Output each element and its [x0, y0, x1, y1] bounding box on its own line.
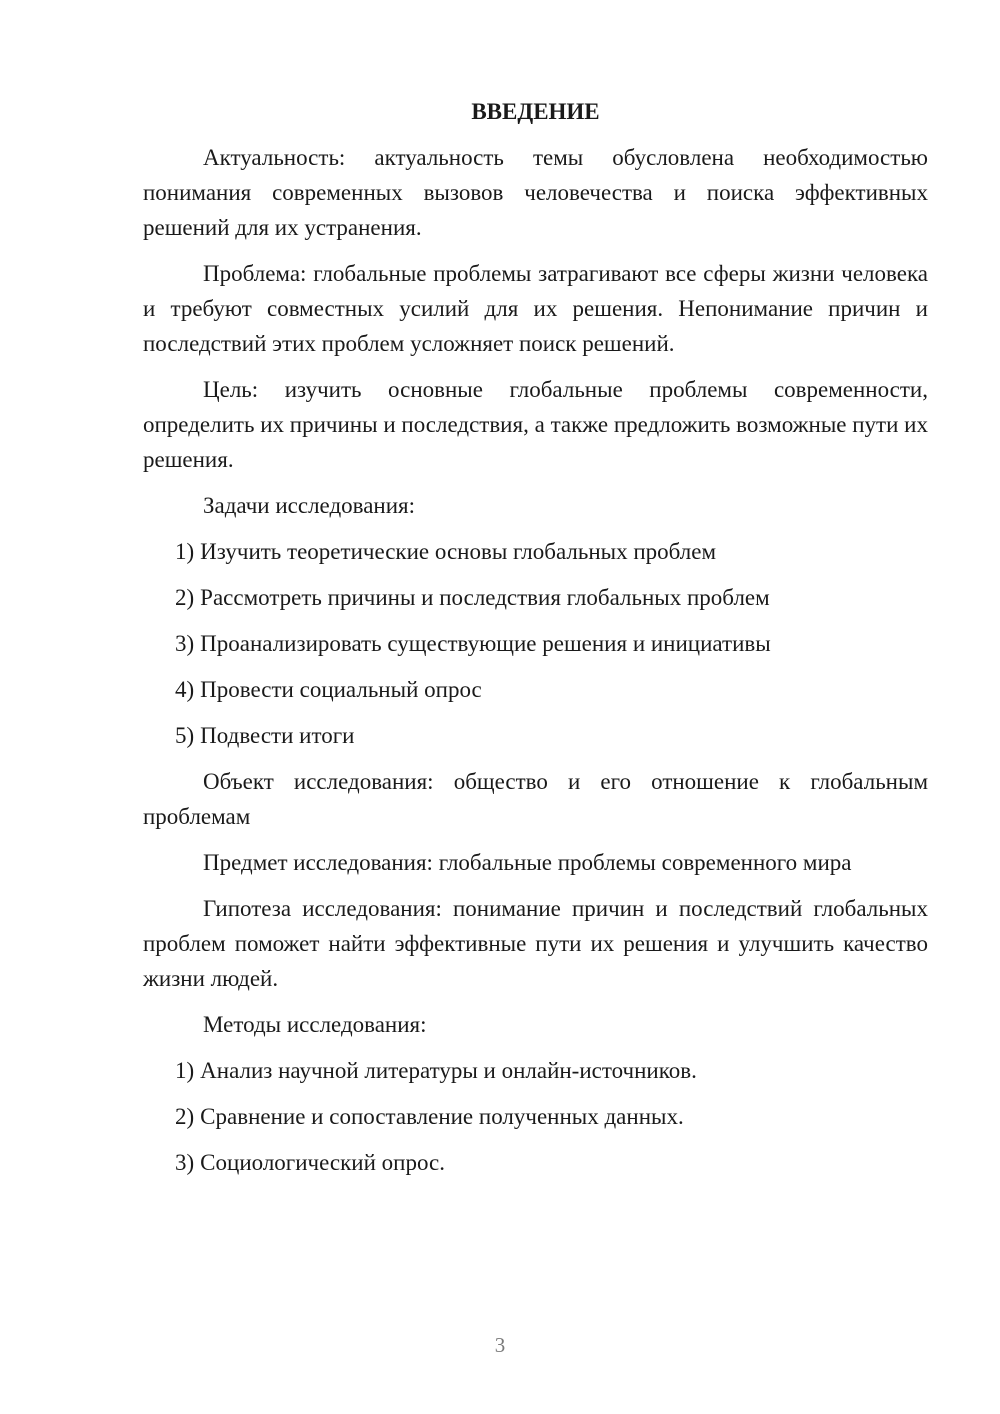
list-item-number: 2): [175, 585, 195, 610]
list-item: [143, 1099, 928, 1134]
methods-heading: Методы исследования:: [203, 1012, 427, 1037]
list-item-text: Социологический опрос.: [200, 1150, 445, 1175]
list-item: [143, 672, 928, 707]
list-item-text: Сравнение и сопоставление полученных данных.: [200, 1104, 684, 1129]
list-item: [143, 626, 928, 661]
section-title: ВВЕДЕНИЕ: [471, 99, 600, 124]
list-item-number: 5): [175, 723, 195, 748]
list-item-number: 1): [175, 539, 195, 564]
problem-paragraph: Проблема: глобальные проблемы затрагивают все сферы жизни человека и требуют совместных усилий для их решения. Непонимание причин и последствий этих проблем усложняет поиск решений.: [143, 261, 928, 356]
list-item-number: 2): [175, 1104, 195, 1129]
list-item-text: Проанализировать существующие решения и инициативы: [200, 631, 771, 656]
list-item: [143, 1053, 928, 1088]
subject-paragraph: Предмет исследования: глобальные проблемы современного мира: [203, 850, 852, 875]
object-paragraph: Объект исследования: общество и его отношение к глобальным проблемам: [143, 769, 928, 829]
list-item-text: Провести социальный опрос: [200, 677, 482, 702]
relevance-paragraph: Актуальность: актуальность темы обусловлена необходимостью понимания современных вызовов человечества и поиска эффективных решений для их устранения.: [143, 145, 928, 240]
methods-list: [143, 1053, 928, 1180]
tasks-heading: Задачи исследования:: [203, 493, 416, 518]
list-item: [143, 534, 928, 569]
goal-paragraph: Цель: изучить основные глобальные проблемы современности, определить их причины и последствия, а также предложить возможные пути их решения.: [143, 377, 928, 472]
list-item-number: 3): [175, 1150, 195, 1175]
hypothesis-paragraph: Гипотеза исследования: понимание причин и последствий глобальных проблем поможет найти эффективные пути их решения и улучшить качество жизни людей.: [143, 896, 928, 991]
document-body: [143, 94, 928, 1191]
tasks-list: [143, 534, 928, 753]
list-item: [143, 1145, 928, 1180]
list-item-text: Анализ научной литературы и онлайн-источников.: [200, 1058, 697, 1083]
list-item-text: Подвести итоги: [200, 723, 355, 748]
list-item: [143, 580, 928, 615]
list-item-text: Рассмотреть причины и последствия глобальных проблем: [200, 585, 770, 610]
list-item-text: Изучить теоретические основы глобальных проблем: [200, 539, 717, 564]
page-number: 3: [494, 1333, 506, 1357]
list-item-number: 1): [175, 1058, 195, 1083]
list-item-number: 4): [175, 677, 195, 702]
list-item-number: 3): [175, 631, 195, 656]
list-item: [143, 718, 928, 753]
